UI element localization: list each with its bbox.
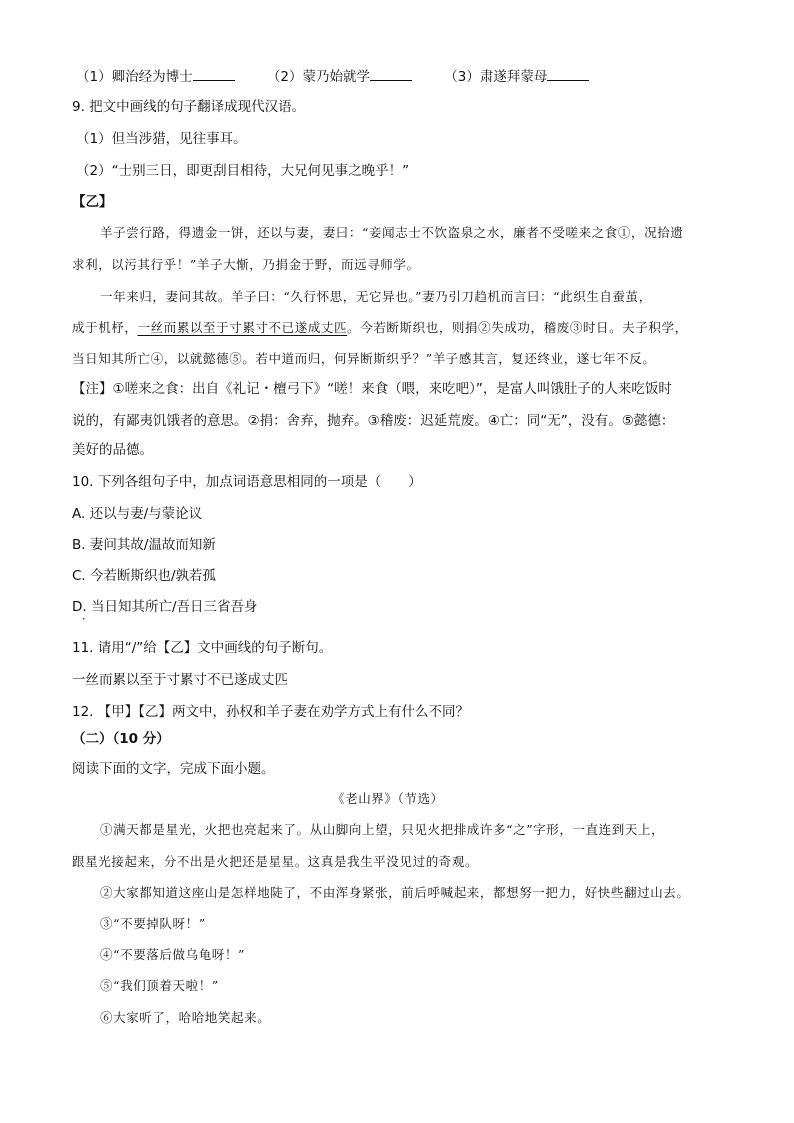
yi-p2-line3: 当日知其所亡④，以就懿德⑤。若中道而归，何异断斯织乎？”羊子感其言，复还终业，遂七年不反。 <box>72 351 656 366</box>
laoshanjie-p2: ②大家都知道这座山是怎样地陡了，不由浑身紧张，前后呼喊起来，都想努一把力，好快些翻过山去。 <box>100 885 690 900</box>
laoshanjie-p1-line1: ①满天都是星光，火把也亮起来了。从山脚向上望，只见火把排成许多“之”字形，一直连到天上， <box>100 822 665 837</box>
passage-title: 《老山界》（节选） <box>332 791 444 806</box>
part2-heading: （二）（10 分） <box>72 731 170 747</box>
q10-option-c[interactable]: C. 今若断斯织也/孰若孤 <box>72 568 217 584</box>
yi-heading: 【乙】 <box>72 194 113 210</box>
laoshanjie-p1-line2: 跟星光接起来，分不出是火把还是星星。这真是我生平没见过的奇观。 <box>72 854 479 869</box>
q8-items-row <box>76 66 589 87</box>
q11-sentence: 一丝而累以至于寸累寸不已遂成丈匹 <box>72 672 288 688</box>
laoshanjie-p3: ③“不要掉队呀！” <box>100 916 206 931</box>
laoshanjie-p4: ④“不要落后做乌龟呀！” <box>100 947 245 962</box>
emphasis-dot: • <box>82 616 86 623</box>
yi-p1-line1: 羊子尝行路，得遗金一饼，还以与妻，妻曰：“妾闻志士不饮盗泉之水，廉者不受嗟来之食①，况拾遗 <box>100 225 684 240</box>
q10-option-b[interactable]: B. 妻问其故/温故而知新 <box>72 537 216 553</box>
q8-item-2: （2）蒙乃始就学 <box>266 69 370 85</box>
q9-sentence-2: （2）“士别三日，即更刮目相待，大兄何见事之晚乎！” <box>76 163 410 179</box>
laoshanjie-p5: ⑤“我们顶着天啦！” <box>100 978 219 993</box>
q12-title: 12. 【甲】【乙】两文中，孙权和羊子妻在劝学方式上有什么不同？ <box>72 704 470 720</box>
underlined-sentence: 一丝而累以至于寸累寸不已遂成丈匹 <box>137 320 348 335</box>
laoshanjie-p6: ⑥大家听了，哈哈地笑起来。 <box>100 1010 271 1025</box>
note-line-3: 美好的品德。 <box>72 442 153 458</box>
yi-p2-line2-start: 成于机杼， <box>72 320 138 335</box>
q8-item-1: （1）卿治经为博士 <box>76 69 193 85</box>
answer-blank[interactable] <box>193 66 235 81</box>
q10-option-d[interactable]: D. 当日知其所亡/吾日三省吾身 <box>72 599 258 615</box>
q9-title: 9. 把文中画线的句子翻译成现代汉语。 <box>72 99 306 115</box>
yi-p1-line2: 求利，以污其行乎！”羊子大惭，乃捐金于野，而远寻师学。 <box>72 257 420 272</box>
q10-option-a[interactable]: A. 还以与妻/与蒙论议 <box>72 506 203 522</box>
answer-blank[interactable] <box>547 66 589 81</box>
note-line-1: 【注】①嗟来之食：出自《礼记・檀弓下》“嗟！来食（喂，来吃吧）”，是富人叫饿肚子的人来吃饭时 <box>72 381 672 397</box>
note-line-2: 说的，有鄙夷饥饿者的意思。②捐：舍弃，抛弃。③稽废：迟延荒废。④亡：同“无”，没有。⑤懿德： <box>72 413 675 429</box>
yi-p2-line2 <box>72 318 688 338</box>
q8-item-3: （3）肃遂拜蒙母 <box>444 69 548 85</box>
q10-title: 10. 下列各组句子中，加点词语意思相同的一项是（ ） <box>72 474 422 490</box>
answer-blank[interactable] <box>370 66 412 81</box>
yi-p2-line2-end: 。今若断斯织也，则捐②失成功，稽废③时日。夫子积学， <box>347 320 688 335</box>
q11-title: 11. 请用“/”给【乙】文中画线的句子断句。 <box>72 640 333 656</box>
part2-intro: 阅读下面的文字，完成下面小题。 <box>72 761 275 777</box>
q9-sentence-1: （1）但当涉猎，见往事耳。 <box>76 131 247 147</box>
yi-p2-line1: 一年来归，妻问其故。羊子曰：“久行怀思，无它异也。”妻乃引刀趋机而言曰：“此织生自蚕茧， <box>100 289 652 304</box>
